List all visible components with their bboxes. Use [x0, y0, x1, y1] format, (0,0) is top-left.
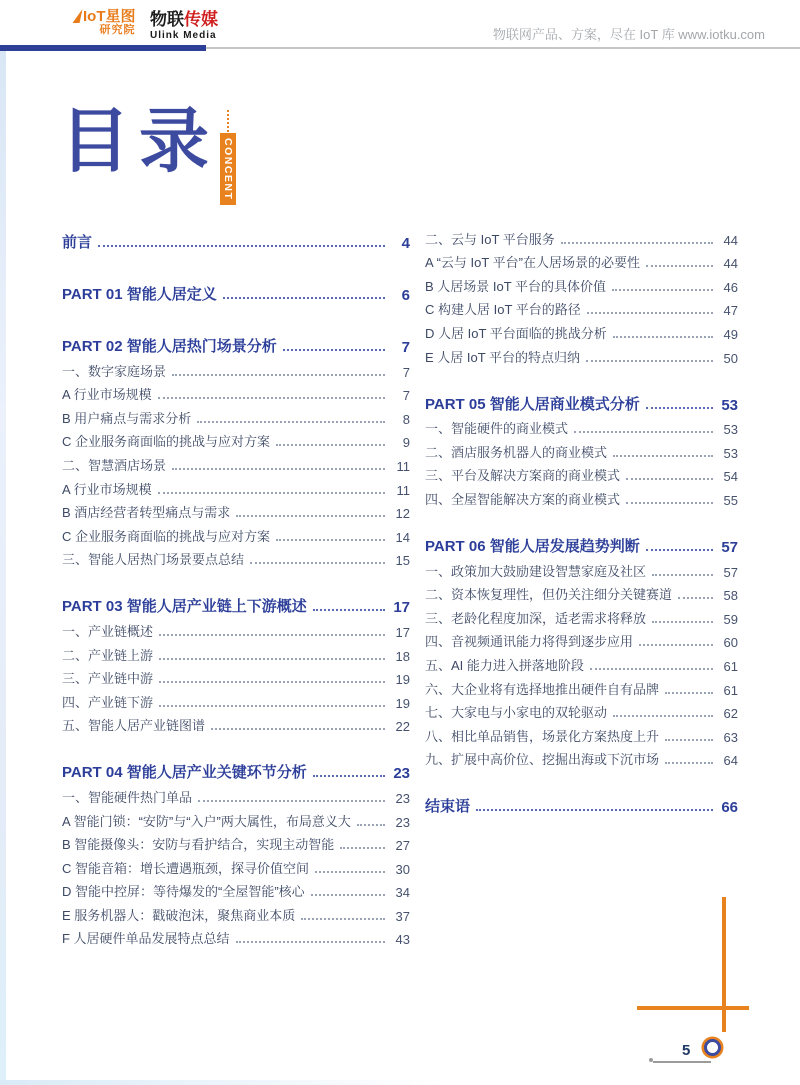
- page-number-underline: [653, 1061, 711, 1063]
- toc-entry[interactable]: [425, 528, 738, 556]
- dotted-leader: [646, 549, 713, 551]
- toc-entry-page: 37: [395, 908, 410, 924]
- toc-entry-page: 49: [723, 326, 738, 342]
- toc-column-left: [62, 224, 410, 947]
- toc-entry[interactable]: [425, 342, 738, 366]
- toc-entry-page: 62: [723, 706, 738, 722]
- toc-entry[interactable]: [425, 318, 738, 342]
- dotted-leader: [276, 539, 385, 541]
- toc-entry[interactable]: [62, 616, 410, 640]
- dotted-leader: [236, 515, 385, 517]
- header-blue-rule: [0, 45, 206, 51]
- toc-entry-page: 8: [402, 411, 410, 427]
- toc-entry-page: 9: [402, 435, 410, 451]
- dotted-leader: [626, 502, 713, 504]
- toc-entry-page: 17: [395, 624, 410, 640]
- dotted-leader: [276, 444, 385, 446]
- dotted-leader: [586, 360, 713, 362]
- ulink-media-logo: [150, 11, 218, 41]
- toc-entry-page: 7: [401, 339, 410, 356]
- toc-entry-label: A 行业市场规模: [62, 387, 152, 403]
- toc-entry[interactable]: [62, 711, 410, 735]
- dotted-leader: [98, 245, 385, 247]
- toc-entry-label: 四、产业链下游: [62, 694, 154, 710]
- dotted-leader: [590, 668, 713, 670]
- toc-entry[interactable]: [62, 853, 410, 877]
- toc-entry-page: 60: [723, 635, 738, 651]
- toc-entry[interactable]: [425, 603, 738, 627]
- toc-entry[interactable]: [425, 745, 738, 769]
- header-tagline: 物联网产品、方案，尽在 IoT 库 www.iotku.com: [492, 27, 765, 42]
- toc-entry-label: 四、音视频通讯能力将得到逐步应用: [425, 634, 634, 650]
- dotted-leader: [357, 824, 385, 826]
- toc-entry-page: 14: [395, 529, 410, 545]
- toc-entry-label: 一、智能硬件热门单品: [62, 789, 193, 805]
- toc-entry[interactable]: [425, 650, 738, 674]
- toc-entry[interactable]: [425, 698, 738, 722]
- dotted-leader: [678, 597, 713, 599]
- ulink-logo-red-text: 传媒: [184, 10, 218, 29]
- toc-entry-label: 三、智能人居热门场景要点总结: [62, 552, 245, 568]
- toc-entry-label: 二、云与 IoT 平台服务: [425, 231, 555, 247]
- toc-entry-label: 九、扩展中高价位、挖掘出海或下沉市场: [425, 752, 660, 768]
- dotted-leader: [211, 728, 385, 730]
- dotted-leader: [223, 297, 385, 299]
- toc-entry-page: 53: [723, 445, 738, 461]
- toc-entry-page: 30: [395, 861, 410, 877]
- toc-entry[interactable]: [425, 224, 738, 248]
- toc-entry-label: PART 06 智能人居发展趋势判断: [425, 537, 640, 555]
- toc-entry[interactable]: [62, 450, 410, 474]
- toc-entry-label: 二、智慧酒店场景: [62, 457, 167, 473]
- toc-entry-page: 7: [402, 388, 410, 404]
- toc-entry-page: 53: [721, 396, 738, 414]
- toc-entry[interactable]: [62, 498, 410, 522]
- toc-entry[interactable]: [425, 674, 738, 698]
- dotted-leader: [158, 397, 385, 399]
- toc-entry-page: 64: [723, 753, 738, 769]
- toc-entry-page: 17: [393, 599, 410, 617]
- toc-entry-page: 66: [721, 799, 738, 817]
- dotted-leader: [315, 871, 385, 873]
- toc-entry-label: PART 04 智能人居产业关键环节分析: [62, 764, 307, 782]
- toc-entry[interactable]: [62, 687, 410, 711]
- dotted-leader: [159, 658, 385, 660]
- toc-entry-label: B 用户痛点与需求分析: [62, 410, 192, 426]
- toc-entry-page: 44: [723, 256, 738, 272]
- toc-entry[interactable]: [62, 806, 410, 830]
- bottom-edge-accent: [0, 1080, 440, 1085]
- dotted-leader: [301, 918, 385, 920]
- toc-entry[interactable]: [62, 545, 410, 569]
- toc-entry-page: 11: [396, 482, 410, 498]
- dotted-leader: [159, 634, 385, 636]
- toc-entry-page: 7: [402, 364, 410, 380]
- toc-entry-page: 46: [723, 279, 738, 295]
- toc-entry[interactable]: [62, 328, 410, 356]
- toc-entry[interactable]: [62, 924, 410, 948]
- page-number: 5: [682, 1042, 691, 1059]
- footer-ring-logo-icon: [704, 1039, 721, 1056]
- toc-entry-label: 结束语: [425, 798, 471, 816]
- toc-entry[interactable]: [425, 461, 738, 485]
- toc-entry-page: 43: [395, 932, 410, 948]
- toc-entry[interactable]: [62, 427, 410, 451]
- toc-entry[interactable]: [62, 403, 410, 427]
- toc-entry-label: PART 01 智能人居定义: [62, 286, 217, 303]
- toc-entry-label: 二、酒店服务机器人的商业模式: [425, 444, 608, 460]
- page-title: 目录: [60, 102, 218, 180]
- toc-entry-label: 八、相比单品销售，场景化方案热度上升: [425, 728, 660, 744]
- dotted-leader: [613, 455, 713, 457]
- toc-entry[interactable]: [62, 877, 410, 901]
- dotted-leader: [311, 894, 385, 896]
- toc-entry[interactable]: [62, 664, 410, 688]
- toc-entry-label: 一、智能硬件的商业模式: [425, 421, 569, 437]
- toc-entry-page: 47: [723, 303, 738, 319]
- toc-entry-page: 23: [395, 790, 410, 806]
- toc-entry-label: PART 02 智能人居热门场景分析: [62, 338, 277, 355]
- dotted-leader: [613, 336, 713, 338]
- toc-entry-page: 55: [723, 492, 738, 508]
- toc-entry-label: PART 03 智能人居产业链上下游概述: [62, 598, 307, 616]
- toc-entry-page: 23: [395, 814, 410, 830]
- page-header: [0, 0, 800, 51]
- toc-entry-page: 6: [401, 287, 410, 304]
- toc-entry[interactable]: [62, 754, 410, 782]
- toc-entry-page: 58: [723, 588, 738, 604]
- aiot-logo-subtext: 研究院: [99, 23, 136, 36]
- toc-entry[interactable]: [425, 556, 738, 580]
- toc-entry-page: 22: [395, 719, 410, 735]
- crosshair-horizontal-line: [637, 1006, 749, 1010]
- toc-entry[interactable]: [62, 380, 410, 404]
- dotted-leader: [665, 762, 713, 764]
- toc-entry-page: 18: [395, 648, 410, 664]
- toc-entry-label: E 人居 IoT 平台的特点归纳: [425, 349, 581, 365]
- toc-entry-page: 19: [395, 672, 410, 688]
- title-badge-column: [220, 110, 236, 205]
- dotted-leader: [159, 705, 385, 707]
- ulink-logo-subtext: Ulink Media: [150, 29, 217, 41]
- toc-entry[interactable]: [425, 386, 738, 414]
- dotted-leader: [198, 800, 385, 802]
- dotted-leader: [587, 312, 713, 314]
- dotted-leader: [158, 492, 385, 494]
- toc-entry-page: 27: [395, 838, 410, 854]
- dotted-leader: [236, 941, 385, 943]
- dotted-leader: [639, 644, 713, 646]
- toc-entry-page: 44: [723, 232, 738, 248]
- toc-entry[interactable]: [425, 580, 738, 604]
- toc-entry-label: 一、产业链概述: [62, 623, 154, 639]
- toc-entry[interactable]: [425, 721, 738, 745]
- toc-entry[interactable]: [425, 484, 738, 508]
- toc-title-block: [60, 104, 236, 205]
- left-edge-accent: [0, 51, 6, 1085]
- toc-entry-page: 50: [723, 350, 738, 366]
- toc-entry-page: 63: [723, 729, 738, 745]
- dotted-leader: [172, 374, 385, 376]
- toc-entry-label: 四、全屋智能解决方案的商业模式: [425, 491, 621, 507]
- dotted-leader: [646, 265, 713, 267]
- aiot-logo-text: IoT星图: [83, 8, 136, 25]
- title-badge: CONCENT: [220, 133, 236, 205]
- toc-entry-label: 一、数字家庭场景: [62, 363, 167, 379]
- toc-entry[interactable]: [62, 830, 410, 854]
- toc-entry[interactable]: [425, 437, 738, 461]
- toc-entry[interactable]: [62, 782, 410, 806]
- dotted-leader: [159, 681, 385, 683]
- toc-entry-page: 19: [395, 695, 410, 711]
- toc-entry-page: 57: [721, 538, 738, 556]
- toc-entry-label: 三、老龄化程度加深，适老需求将释放: [425, 610, 647, 626]
- dotted-leader: [313, 609, 385, 611]
- crosshair-vertical-line: [722, 897, 726, 1032]
- toc-entry-page: 12: [395, 506, 410, 522]
- toc-entry-page: 54: [723, 469, 738, 485]
- badge-dotted-line: [227, 110, 229, 132]
- toc-entry-label: 二、资本恢复理性，但仍关注细分关键赛道: [425, 587, 673, 603]
- dotted-leader: [283, 349, 385, 351]
- toc-entry[interactable]: [62, 276, 410, 304]
- toc-entry-label: 六、大企业将有选择地推出硬件自有品牌: [425, 681, 660, 697]
- toc-entry[interactable]: [425, 271, 738, 295]
- dotted-leader: [197, 421, 385, 423]
- toc-entry[interactable]: [62, 356, 410, 380]
- toc-entry-page: 34: [395, 885, 410, 901]
- dotted-leader: [340, 847, 385, 849]
- toc-entry-page: 11: [396, 458, 410, 474]
- dotted-leader: [626, 478, 713, 480]
- dotted-leader: [665, 739, 713, 741]
- toc-entry[interactable]: [62, 640, 410, 664]
- toc-entry-label: F 人居硬件单品发展特点总结: [62, 931, 230, 947]
- toc-column-right: [425, 224, 738, 947]
- toc-entry-label: A 行业市场规模: [62, 481, 152, 497]
- toc-entry-label: 一、政策加大鼓励建设智慧家庭及社区: [425, 563, 647, 579]
- dotted-leader: [172, 468, 385, 470]
- toc-entry-label: D 人居 IoT 平台面临的挑战分析: [425, 325, 607, 341]
- toc-entry-label: D 智能中控屏：等待爆发的“全屋智能”核心: [62, 884, 305, 900]
- toc-entry-label: 前言: [62, 234, 93, 251]
- toc-entry[interactable]: [425, 788, 738, 816]
- toc-entry[interactable]: [62, 521, 410, 545]
- toc-entry-page: 15: [395, 553, 410, 569]
- ulink-logo-black-text: 物联: [150, 10, 184, 29]
- toc-entry[interactable]: [62, 900, 410, 924]
- toc-entry[interactable]: [62, 224, 410, 252]
- dotted-leader: [476, 809, 713, 811]
- toc-entry[interactable]: [62, 588, 410, 616]
- dotted-leader: [613, 715, 713, 717]
- toc-entry-page: 61: [723, 682, 738, 698]
- toc-entry-label: 三、平台及解决方案商的商业模式: [425, 468, 621, 484]
- toc-entry-label: C 构建人居 IoT 平台的路径: [425, 302, 581, 318]
- toc-entry-label: 五、AI 能力进入拼落地阶段: [425, 657, 584, 673]
- toc-entry-label: B 智能摄像头：安防与看护结合，实现主动智能: [62, 837, 335, 853]
- dotted-leader: [646, 407, 713, 409]
- toc-entry-label: 三、产业链中游: [62, 671, 154, 687]
- dotted-leader: [612, 289, 713, 291]
- toc-entry[interactable]: [425, 248, 738, 272]
- toc-entry-label: A “云与 IoT 平台”在人居场景的必要性: [425, 255, 640, 271]
- dotted-leader: [574, 431, 713, 433]
- toc-entry-label: B 酒店经营者转型痛点与需求: [62, 505, 231, 521]
- toc-entry-page: 23: [393, 765, 410, 783]
- table-of-contents: [62, 224, 738, 947]
- dotted-leader: [250, 562, 385, 564]
- toc-entry-label: C 智能音箱：增长遭遇瓶颈，探寻价值空间: [62, 860, 310, 876]
- dotted-leader: [665, 692, 713, 694]
- aiot-logo-triangle-icon: [73, 9, 83, 23]
- toc-entry[interactable]: [62, 474, 410, 498]
- dotted-leader: [652, 621, 713, 623]
- toc-entry-label: E 服务机器人：戳破泡沫，聚焦商业本质: [62, 907, 296, 923]
- toc-entry-label: B 人居场景 IoT 平台的具体价值: [425, 278, 607, 294]
- toc-entry-label: 五、智能人居产业链图谱: [62, 718, 206, 734]
- toc-entry-label: PART 05 智能人居商业模式分析: [425, 395, 640, 413]
- dotted-leader: [313, 775, 385, 777]
- dotted-leader: [652, 574, 713, 576]
- toc-entry-label: C 企业服务商面临的挑战与应对方案: [62, 434, 271, 450]
- toc-entry[interactable]: [425, 295, 738, 319]
- toc-entry-page: 57: [723, 564, 738, 580]
- toc-entry[interactable]: [425, 627, 738, 651]
- toc-entry[interactable]: [425, 414, 738, 438]
- toc-entry-label: C 企业服务商面临的挑战与应对方案: [62, 528, 271, 544]
- toc-entry-page: 61: [723, 658, 738, 674]
- toc-entry-page: 4: [401, 235, 410, 252]
- aiot-research-logo: [74, 9, 136, 36]
- toc-entry-page: 53: [723, 422, 738, 438]
- dotted-leader: [561, 242, 713, 244]
- toc-entry-label: 二、产业链上游: [62, 647, 154, 663]
- toc-entry-label: A 智能门锁：“安防”与“入户”两大属性，布局意义大: [62, 813, 351, 829]
- toc-entry-page: 59: [723, 611, 738, 627]
- toc-entry-label: 七、大家电与小家电的双轮驱动: [425, 705, 608, 721]
